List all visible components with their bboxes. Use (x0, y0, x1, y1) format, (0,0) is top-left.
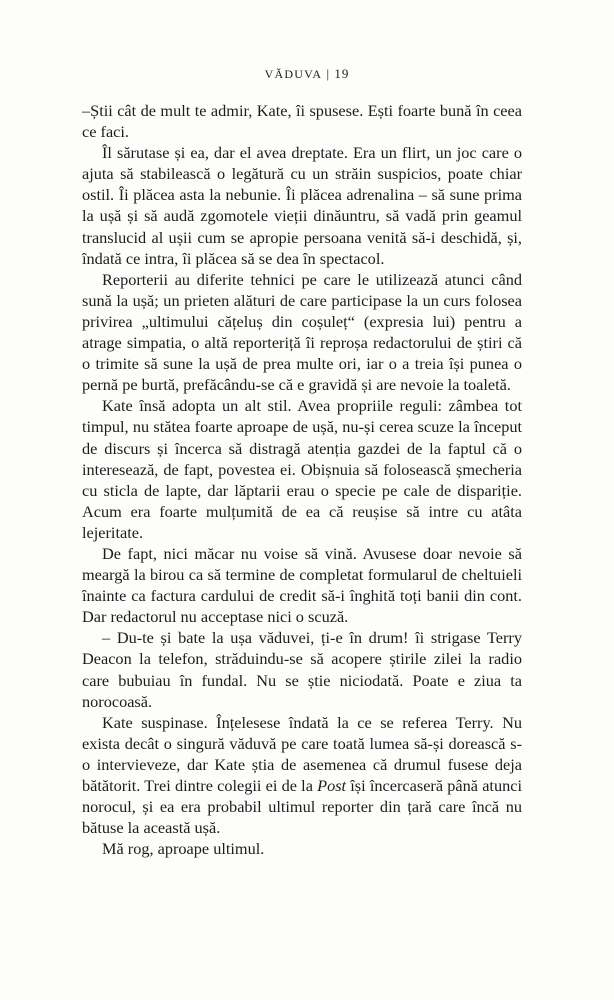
running-header (0, 66, 614, 82)
paragraph-2: Îl sărutase și ea, dar el avea dreptate. Era un flirt, un joc care o ajuta să stabilească o legătură cu un străin suspicios, poate chiar ostil. Îi plăcea asta la nebunie. Îi plăcea adrenalina – să sune prima la ușă și să audă zgomotele vieții dinăuntru, să vadă prin geamul translucid al ușii cum se apropie persoana venită să-i deschidă, și, îndată ce intra, îi plăcea să se dea în spectacol. (82, 143, 522, 268)
newspaper-name: Post (317, 776, 347, 795)
body-text (82, 100, 522, 859)
paragraph-5: De fapt, nici măcar nu voise să vină. Avusese doar nevoie să meargă la birou ca să termine de completat formularul de cheltuieli înainte ca factura cardului de credit să-i înghită toți banii din cont. Dar redactorul nu acceptase nici o scuză. (82, 543, 522, 627)
paragraph-7-before: Kate suspinase. Înțelesese îndată la ce se referea Terry. Nu exista decât o singură văduvă pe care toată lumea să-și dorească s-o intervieveze, dar Kate știa de asemenea că drumul fusese deja bătătorit. Trei dintre colegii ei de la (82, 712, 522, 795)
paragraph-7 (82, 712, 522, 839)
paragraph-7-after: își încercaseră până atunci norocul, și ea era probabil ultimul reporter din țară care încă nu bătuse la această ușă. (82, 776, 522, 838)
header-separator: | (326, 66, 331, 81)
paragraph-3: Reporterii au diferite tehnici pe care le utilizează atunci când sună la ușă; un prieten alături de care participase la un curs folosea privirea „ultimului cățeluș din coșuleț“ (expresia lui) pentru a atrage simpatia, o altă reporteriță îi reproșa redactorului de știri că o trimite să sune la ușă de prea multe ori, iar o a treia își punea o pernă pe burtă, prefăcându-se că e gravidă și are nevoie la toaletă. (82, 269, 522, 395)
header-title: VĂDUVA (264, 67, 323, 81)
paragraph-8: Mă rog, aproape ultimul. (102, 839, 265, 859)
paragraph-4: Kate însă adopta un alt stil. Avea propriile reguli: zâmbea tot timpul, nu stătea foarte aproape de ușă, nu-și cerea scuze la început de discurs și încerca să distragă atenția gazdei de la faptul că o interesează, de fapt, povestea ei. Obișnuia să folosească șmecheria cu sticla de lapte, dar lăptarii erau o specie pe cale de dispariție. Acum era foarte mulțumită de ea că reușise să intre cu atâta lejeritate. (82, 396, 522, 542)
paragraph-6: – Du-te și bate la ușa văduvei, ți-e în drum! îi strigase Terry Deacon la telefon, străduindu-se să acopere știrile zilei la radio care bubuiau în fundal. Nu se știe niciodată. Poate e ziua ta norocoasă. (82, 628, 522, 711)
page-number: 19 (334, 66, 350, 81)
paragraph-1: –Știi cât de mult te admir, Kate, îi spusese. Ești foarte bună în ceea ce faci. (82, 101, 522, 142)
